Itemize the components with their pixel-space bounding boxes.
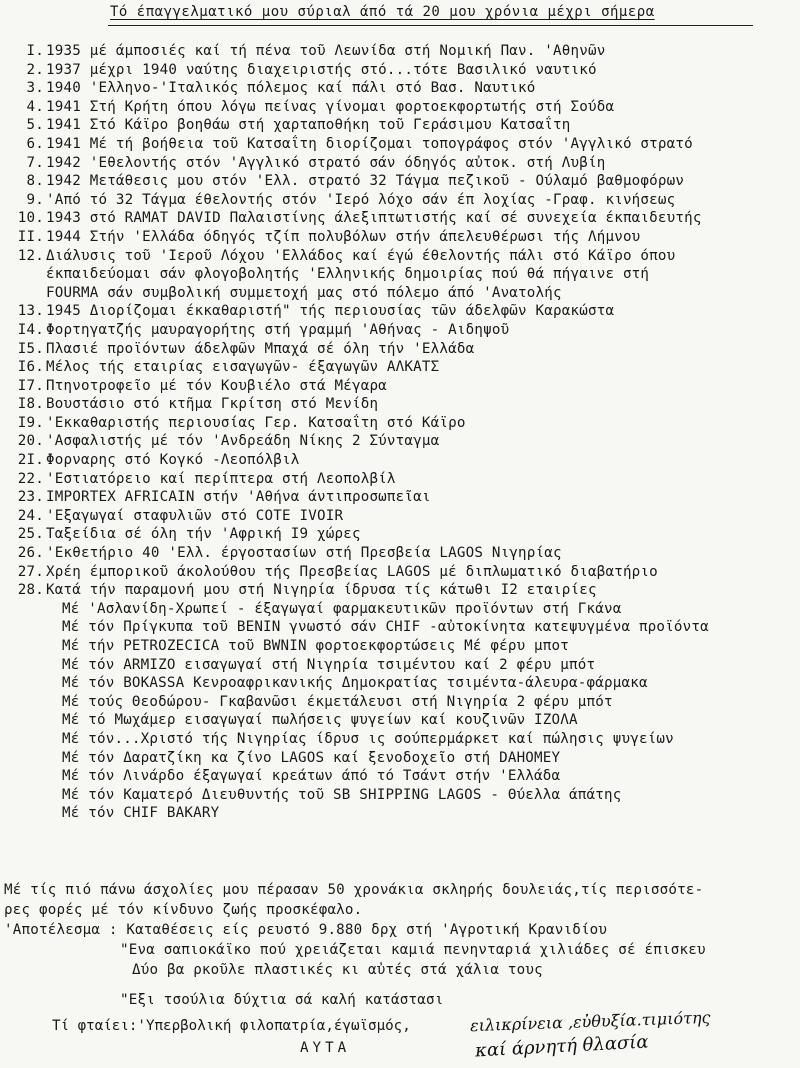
result-line: 'Αποτέλεσμα : Καταθέσεις είς ρευστό 9.880 δρχ στή 'Αγροτική Κρανιδίου [4,922,608,938]
item-text: Πλασιέ προϊόντων άδελφῶν Μπαχά σέ όλη τήν 'Ελλάδα [46,340,475,357]
item-text: 'Εστιατόρειο καί περίπτερα στή Λεοπολβίλ [46,470,396,487]
company-line: Μέ τόν...Χριστό τής Νιγηρίας ίδρυσ ις σούπερμάρκετ καί πώλησις ψυγείων [62,730,674,747]
career-item [0,42,800,61]
item-text: 'Εξαγωγαί σταφυλιῶν στό COTE IVOIR [46,507,344,524]
item-number: 2. [26,61,44,78]
career-item [0,98,800,117]
item-number: I8. [17,396,44,413]
career-item [0,377,800,396]
item-text: Χρέη έμπορικοῦ άκολούθου τής Πρεσβείας LAGOS μέ διπλωματικό διαβατήριο [46,563,658,580]
company-line: Μέ 'Ασλανίδη-Χρωπεί - έξαγωγαί φαρμακευτικῶν προϊόντων στή Γκάνα [62,600,622,617]
item-text: Ταξείδια σέ όλη τήν 'Αφρική I9 χώρες [46,526,361,543]
career-item [0,247,800,266]
career-item [0,563,800,582]
item-number: 2I. [17,452,44,469]
career-item [0,581,800,600]
item-text: 1942 Μετάθεσις μου στόν 'Ελλ. στρατό 32 Τάγμα πεζικοῦ - Ούλαμό βαθμοφόρων [46,173,685,190]
auta-word: ΑΥΤΑ [300,1040,351,1056]
handwritten-note-1: ειλικρίνεια ,εὐθυξία.τιμιότης [469,1007,711,1036]
item-number: 25. [17,526,44,543]
career-item [0,451,800,470]
company-line: Μέ τόν Λινάρδο έξαγωγαί κρεάτων άπό τό Τσάντ στήν 'Ελλάδα [62,768,561,785]
career-item [0,61,800,80]
item-text: 1945 Διορίζομαι έκκαθαριστή" τής περιουσίας τῶν άδελφῶν Καρακώστα [46,303,615,320]
closing-section [0,880,800,1010]
company-line: Μέ τόν BOKASSA Κενροαφρικανικής Δημοκρατίας τσιμέντα-άλευρα-φάρμακα [62,675,648,692]
item-number: 24. [17,507,44,524]
career-item [0,228,800,247]
company-line: Μέ τόν ARMIZO εισαγωγαί στή Νιγηρία τσιμέντου καί 2 φέρυ μπότ [62,656,596,673]
career-item [0,340,800,359]
company-line: Μέ τόν Καματερό Διευθυντής τοῦ SB SHIPPING LAGOS - Θύελλα άπάτης [62,786,622,803]
item-number: 26. [17,545,44,562]
item-number: 12. [17,247,44,264]
signoff-line: Τί φταίει:'Υπερβολική φιλοπατρία,έγωϊσμός, [52,1018,411,1034]
closing-line-2: ρες φορές μέ τόν κίνδυνο ζωής προσκέφαλο. [4,902,363,918]
career-item [0,154,800,173]
career-item [0,172,800,191]
title-underline [108,25,753,26]
item-number: I9. [17,414,44,431]
career-item [0,191,800,210]
career-item [0,395,800,414]
item-text: 'Ασφαλιστής μέ τόν 'Ανδρεάδη Νίκης 2 Σύνταγμα [46,433,440,450]
career-item [0,488,800,507]
career-item [0,321,800,340]
item-text: FOURMA σάν συμβολική συμμετοχή μας στό πόλεμο άπό 'Ανατολής [46,284,562,301]
item-number: 22. [17,470,44,487]
career-item [0,414,800,433]
career-item [0,265,800,284]
item-number: II. [17,228,44,245]
career-item [0,284,800,303]
career-item [0,79,800,98]
item-text: 1941 Στή Κρήτη όπου λόγω πείνας γίνομαι φορτοεκφορτωτής στή Σούδα [46,98,615,115]
closing-line-1: Μέ τίς πιό πάνω άσχολίες μου πέρασαν 50 χρονάκια σκληρής δουλειάς,τίς περισσότε- [4,882,704,898]
result-dinghies: Δύο βα ρκοῦλε πλαστικές κι αὐτές στά χάλια τους [132,962,543,978]
item-number: I7. [17,377,44,394]
item-text: 1944 Στήν 'Ελλάδα όδηγός τζίπ πολυβόλων στήν άπελευθέρωσι τής Λήμνου [46,228,641,245]
career-item [0,432,800,451]
career-item [0,470,800,489]
career-item [0,358,800,377]
handwritten-note-2: καί άρνητή θλασία [474,1031,650,1062]
career-item [0,116,800,135]
document-title: Τό έπαγγελματικό μου σύριαλ άπό τά 20 μου χρόνια μέχρι σήμερα [110,4,655,20]
result-boat: "Ενα σαπιοκάϊκο πού χρειάζεται καμιά πενηνταριά χιλιάδες σέ έπισκευ [120,942,706,958]
item-text: Φορτηγατζής μαυραγορήτης στή γραμμή 'Αθήνας - Αιδηψοῦ [46,321,510,338]
item-text: Φορναρης στό Κογκό -Λεοπόλβιλ [46,452,300,469]
item-text: Μέλος τής εταιρίας εισαγωγῶν- έξαγωγῶν ΑΛΚΑΤΣ [46,359,440,376]
career-item [0,544,800,563]
result-nets: "Εξι τσούλια δύχτια σά καλή κατάστασι [120,992,444,1008]
career-item [0,525,800,544]
item-text: 'Εκθετήριο 40 'Ελλ. έργοστασίων στή Πρεσβεία LAGOS Νιγηρίας [46,545,562,562]
career-list [0,42,800,823]
item-text: 1941 Μέ τή βοήθεια τοῦ Κατσαΐτη διορίζομαι τοπογράφος στόν 'Αγγλικό στρατό [46,135,693,152]
item-number: 13. [17,303,44,320]
item-text: 1940 'Ελληνο-'Ιταλικός πόλεμος καί πάλι στό Βασ. Ναυτικό [46,80,536,97]
item-number: 6. [26,135,44,152]
item-number: 7. [26,154,44,171]
company-line: Μέ τήν PETROZECICA τοῦ BWNIN φορτοεκφορτώσεις Μέ φέρυ μποτ [62,638,570,654]
item-text: 1942 'Εθελοντής στόν 'Αγγλικό στρατό σάν όδηγός αὐτοκ. στή Λυβίη [46,154,606,171]
item-text: Διάλυσις τοῦ 'Ιεροῦ Λόχου 'Ελλάδος καί έγώ έθελοντής πάλι στό Κάϊρο όπου [46,247,676,264]
item-text: 1941 Στό Κάϊρο βοηθάω στή χαρταποθήκη τοῦ Γεράσιμου Κατσαΐτη [46,117,571,134]
item-text: Βουστάσιο στό κτῆμα Γκρίτση στό Μενίδη [46,396,379,413]
item-number: 23. [17,489,44,506]
item-text: 'Εκκαθαριστής περιουσίας Γερ. Κατσαΐτη στό Κάϊρο [46,414,466,431]
career-item [0,302,800,321]
company-line: Μέ τόν Δαρατζίκη κα ζίνο LAGOS καί ξενοδοχεῖο στή DAHOMEY [62,749,561,766]
item-number: 4. [26,98,44,115]
company-line: Μέ τούς Θεοδώρου- Γκαβανῶσι έκμετάλευσι στή Νιγηρία 2 φέρυ μπότ [62,693,613,710]
company-line: Μέ τόν CHIF BAKARY [62,805,220,822]
item-text: Πτηνοτροφεῖο μέ τόν Κουβιέλο στά Μέγαρα [46,377,387,394]
item-number: I6. [17,359,44,376]
item-number: I. [26,43,44,59]
career-item [0,507,800,526]
item-text: 1935 μέ άμποσιές καί τή πένα τοῦ Λεωνίδα στή Νομική Παν. 'Αθηνῶν [46,43,606,59]
item-number: 5. [26,117,44,134]
item-text: 'Από τό 32 Τάγμα έθελοντής στόν 'Ιερό λόχο σάν έπ λοχίας -Γραφ. κινήσεως [46,191,676,208]
item-number: 28. [17,582,44,599]
item-text: Κατά τήν παραμονή μου στή Νιγηρία ίδρυσα τίς κάτωθι I2 εταιρίες [46,582,597,599]
item-text: 1943 στό RAMAT DAVID Παλαιστίνης άλεξιπτωτιστής καί σέ συνεχεία έκπαιδευτής [46,210,702,227]
company-line: Μέ τόν Πρίγκυπα τοῦ BENIN γνωστό σάν CHIF -αὐτοκίνητα κατεψυγμένα προϊόντα [62,619,709,636]
item-number: I4. [17,321,44,338]
career-item [0,135,800,154]
company-line: Μέ τό Μωχάμερ εισαγωγαί πωλήσεις ψυγείων καί κουζινῶν ΙΖΟΛΑ [62,712,578,729]
item-text: 1937 μέχρι 1940 ναύτης διαχειριστής στό...τότε Βασιλικό ναυτικό [46,61,597,78]
item-number: 3. [26,80,44,97]
item-number: 10. [17,210,44,227]
item-number: 27. [17,563,44,580]
item-number: I5. [17,340,44,357]
career-item [0,209,800,228]
item-number: 8. [26,173,44,190]
item-number: 9. [26,191,44,208]
item-text: IMPORTEX AFRICAIN στήν 'Αθήνα άντιπροσωπεῖαι [46,489,431,506]
item-text: έκπαιδεύομαι σάν φλογοβολητής 'Ελληνικής δημοιρίας πού θά πήγαινε στή [46,266,650,283]
item-number: 20. [17,433,44,450]
